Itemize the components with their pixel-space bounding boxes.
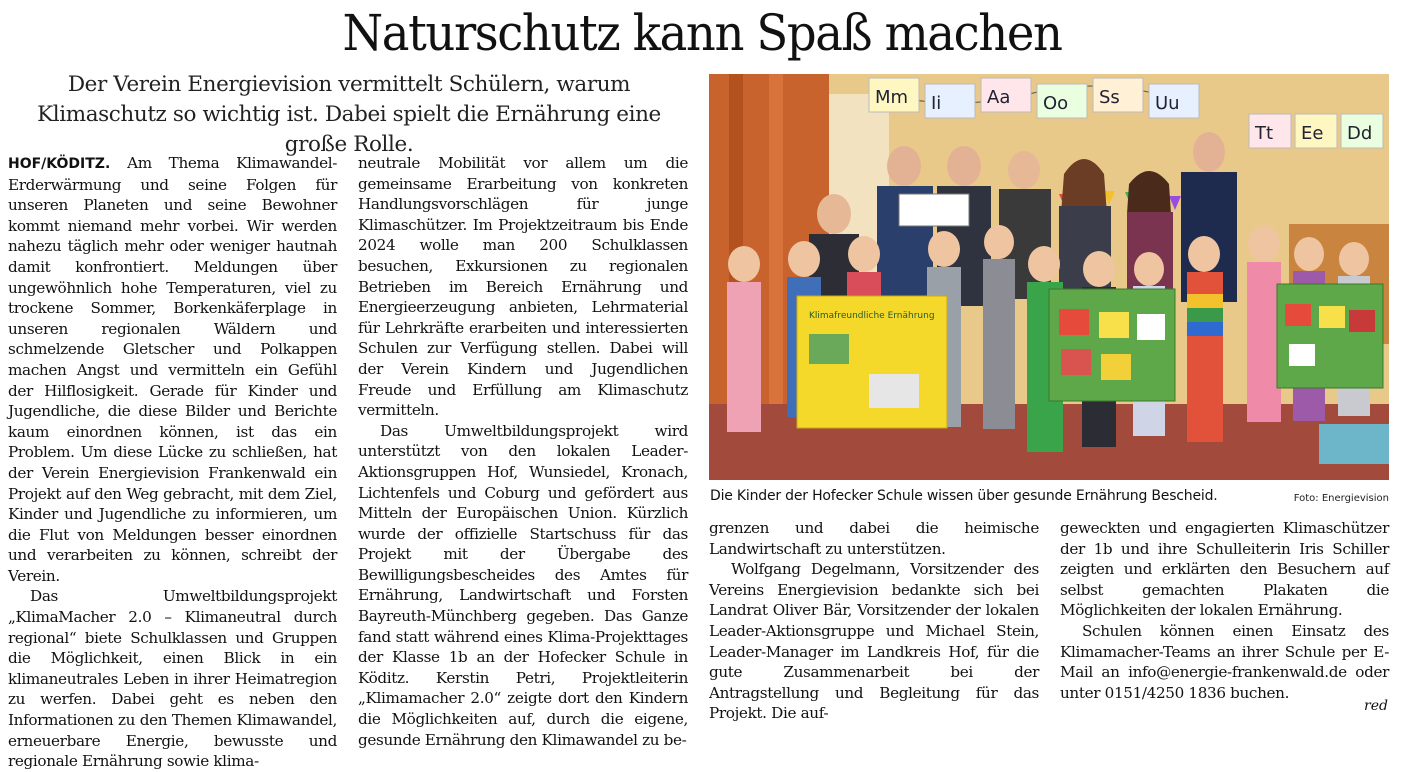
alphabet-card-letter: Tt [1255, 123, 1274, 144]
alphabet-card-letter: Aa [987, 87, 1011, 108]
subheadline: Der Verein Energievision vermittelt Schülern, warum Klimaschutz so wichtig ist. Dabei spielt die Ernährung eine große Rolle. [37, 72, 661, 157]
paragraph-2-continued: neutrale Mobilität vor allem um die gemeinsame Erarbeitung von konkreten Handlungsvorschlägen für junge Klimaschützer. Im Projektzeitraum bis Ende 2024 wolle man 200 Schulklassen besuchen, Exkursionen zu regionalen Betrieben im Bereich Ernährung und Energieerzeugung anbieten, Lehrmaterial für Lehrkräfte erarbeiten und interessierten Schulen zur Verfügung stellen. Dabei will der Verein Kindern und Jugendlichen Freude und Erfüllung am Klimaschutz vermitteln. [358, 154, 688, 420]
alphabet-card-letter: Ii [931, 93, 942, 114]
dateline: HOF/KÖDITZ. [8, 156, 111, 172]
grant-certificate [899, 194, 969, 226]
paragraph-1-text: Am Thema Klimawandel-Erderwärmung und seine Folgen für unseren Planeten und seine Bewohner kommt niemand mehr vorbei. Wir werden nahezu täglich mehr oder weniger hautnah damit konfrontiert. Meldungen über ungewöhnlich hohe Temperaturen, viel zu trockene Sommer, Borkenkäferplage in unseren regionalen Wäldern und schmelzende Gletscher und Polkappen machen Angst und vermitteln ein Gefühl der Hilflosigkeit. Gerade für Kinder und Jugendliche, die diese Bilder und Berichte kaum einordnen können, ist das ein Problem. Um diese Lücke zu schließen, hat der Verein Energievision Frankenwald ein Projekt auf den Weg gebracht, mit dem Ziel, Kinder und Jugendliche zu informieren, um die Flut von Meldungen besser einordnen und verarbeiten zu können, schreibt der Verein. [8, 154, 337, 585]
article-column-1 [8, 153, 337, 771]
article-column-3 [709, 518, 1039, 725]
article-column-4 [1060, 518, 1389, 725]
alphabet-card-letter: Dd [1347, 123, 1373, 144]
article-photo [709, 74, 1389, 480]
author-abbreviation: red [1364, 698, 1388, 714]
paragraph-3-continued: grenzen und dabei die heimische Landwirtschaft zu unterstützen. [709, 519, 1039, 558]
alphabet-card-letter: Ee [1301, 123, 1324, 144]
photo-credit: Foto: Energievision [1293, 493, 1389, 504]
alphabet-card-letter: Ss [1099, 87, 1120, 108]
paragraph-4: Wolfgang Degelmann, Vorsitzender des Vereins Energievision bedankte sich bei Landrat Oliver Bär, Vorsitzender der lokalen Leader-Aktionsgruppe und Michael Stein, Leader-Manager im Landkreis Hof, für die gute Zusammenarbeit bei der Antragstellung und Begleitung für das Projekt. Die auf- [709, 560, 1039, 723]
alphabet-card-letter: Oo [1043, 93, 1069, 114]
poster-green-2 [1277, 284, 1383, 388]
article-column-2 [358, 153, 688, 749]
paragraph-1 [8, 153, 337, 586]
paragraph-3: Das Umweltbildungsprojekt wird unterstützt von den lokalen Leader-Aktionsgruppen Hof, Wunsiedel, Kronach, Lichtenfels und Coburg und gefördert aus Mitteln der Europäischen Union. Kürzlich wurde der offizielle Startschuss für das Projekt mit der Übergabe des Bewilligungsbescheides des Amtes für Ernährung, Landwirtschaft und Forsten Bayreuth-Münchberg gegeben. Das Ganze fand statt während eines Klima-Projekttages der Klasse 1b an der Hofecker Schule in Köditz. Kerstin Petri, Projektleiterin „Klimamacher 2.0“ zeigte dort den Kindern die Möglichkeiten auf, durch die eigene, gesunde Ernährung den Klimawandel zu be- [358, 421, 688, 749]
paragraph-5: Schulen können einen Einsatz des Klimamacher-Teams an ihrer Schule per E-Mail an info@energie-frankenwald.de oder unter 0151/4250 1836 buchen. [1060, 621, 1389, 702]
poster-green-1 [1049, 289, 1175, 401]
blue-box [1319, 424, 1389, 464]
paragraph-2: Das Umweltbildungsprojekt „KlimaMacher 2.0 – Klimaneutral durch regional“ biete Schulklassen und Gruppen die Möglichkeit, einen Blick in ein klimaneutrales Leben in ihrer Heimatregion zu werfen. Dabei geht es neben den Informationen zu den Themen Klimawandel, erneuerbare Energie, bewusste und regionale Ernährung sowie klima- [8, 587, 337, 771]
photo-caption: Die Kinder der Hofecker Schule wissen über gesunde Ernährung Bescheid. [710, 488, 1218, 504]
poster-title: Klimafreundliche Ernährung [809, 311, 935, 321]
class-group-photo [709, 74, 1389, 480]
alphabet-card-letter: Uu [1155, 93, 1180, 114]
paragraph-4-continued: geweckten und engagierten Klimaschützer der 1b und ihre Schulleiterin Iris Schiller zeigten und erklärten den Besuchern auf selbst gemachten Plakaten die Möglichkeiten der lokalen Ernährung. [1060, 519, 1389, 620]
poster-yellow [797, 296, 947, 428]
headline: Naturschutz kann Spaß machen [342, 4, 1062, 62]
alphabet-card-letter: Mm [875, 87, 909, 108]
